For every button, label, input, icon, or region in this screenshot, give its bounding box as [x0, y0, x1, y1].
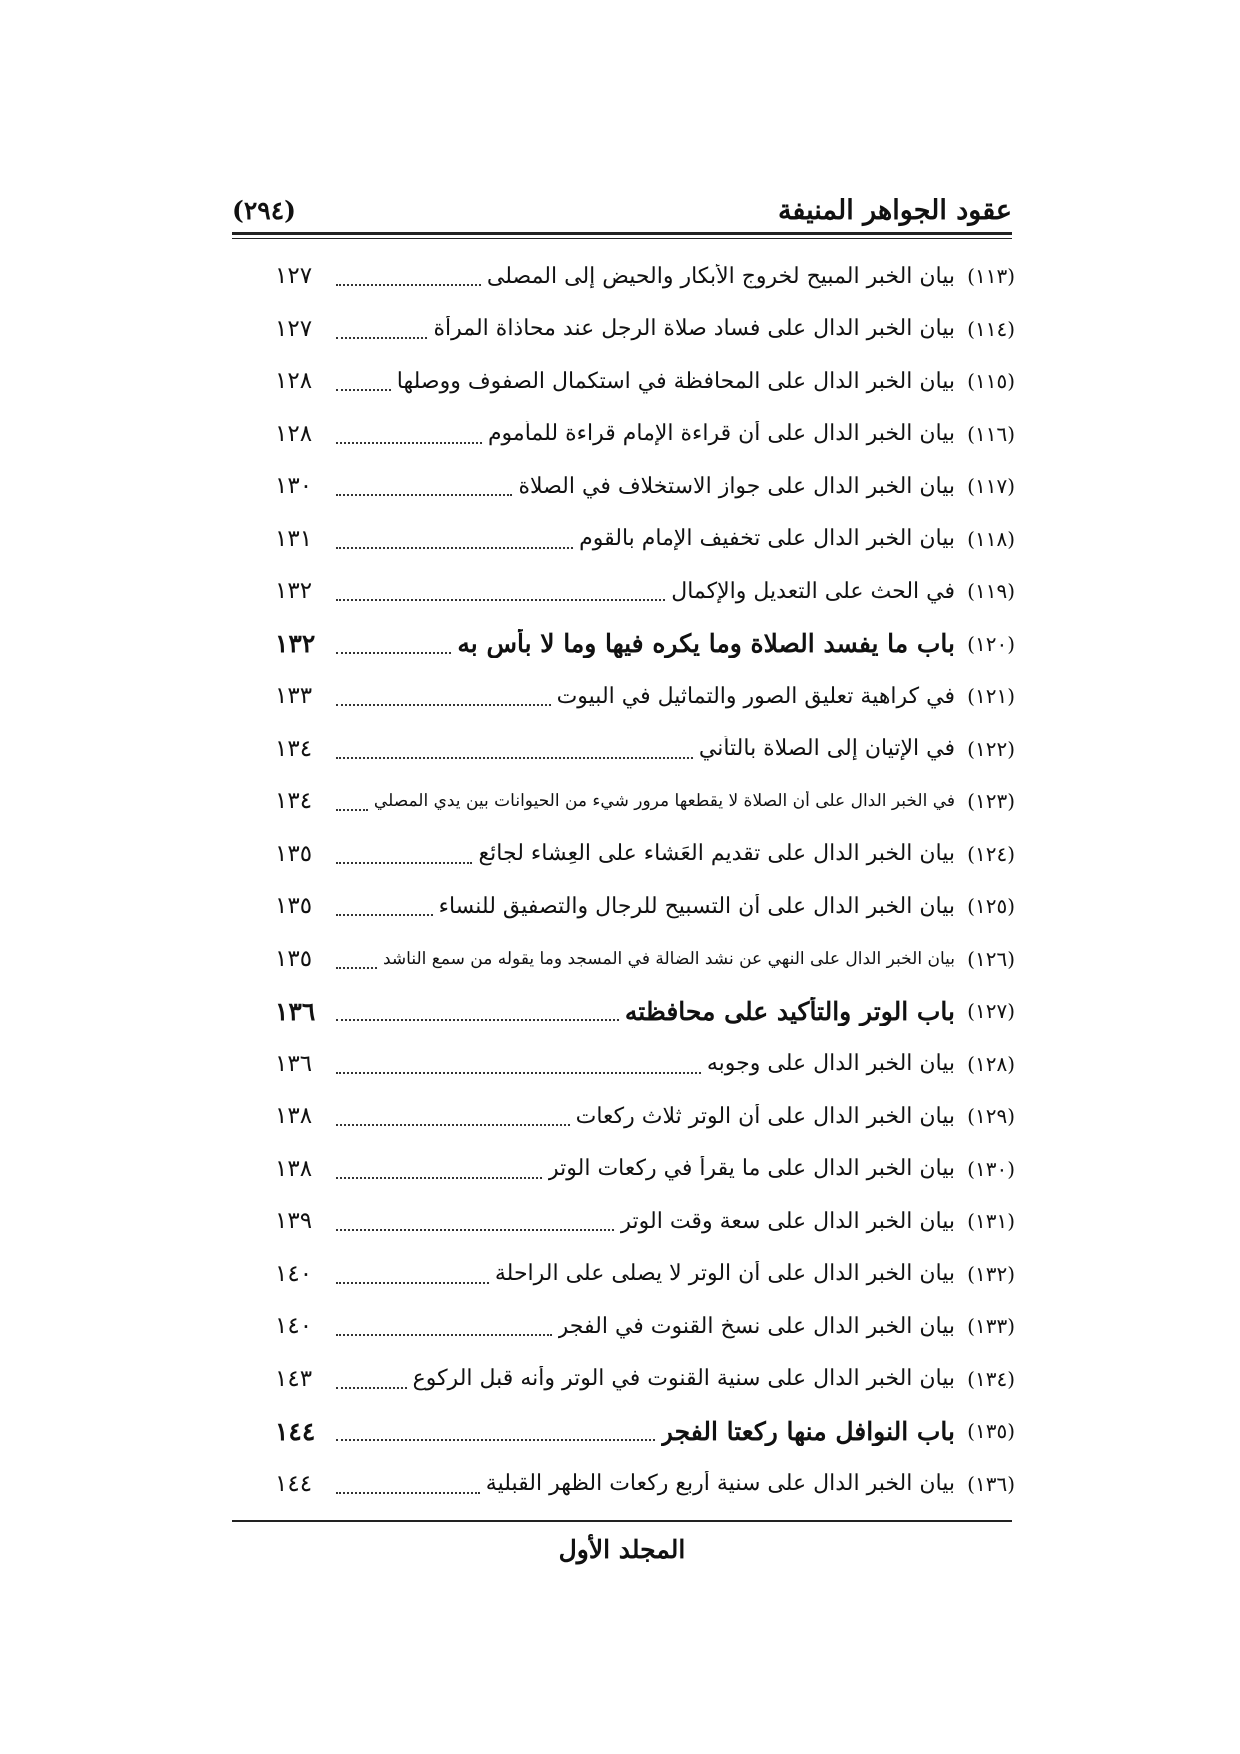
toc-entry	[275, 723, 1015, 776]
dot-leader	[336, 941, 377, 969]
toc-entry-title: بيان الخبر الدال على النهي عن نشد الضالة في المسجد وما يقوله من سمع الناشد	[382, 948, 955, 969]
toc-entry-number: (١١٨)	[967, 526, 1015, 551]
header-rule-thin	[232, 238, 1012, 239]
toc-entry	[275, 775, 1015, 828]
toc-entry-title: بيان الخبر الدال على فساد صلاة الرجل عند محاذاة المرأة	[433, 316, 955, 342]
toc-entry-title: في الإتيان إلى الصلاة بالتأني	[698, 736, 955, 762]
dot-leader	[336, 1413, 655, 1441]
dot-leader	[336, 888, 433, 916]
dot-leader	[336, 1203, 614, 1231]
toc-entry-title: بيان الخبر الدال على أن الوتر ثلاث ركعات	[575, 1103, 955, 1129]
toc-entry-title: بيان الخبر الدال على تقديم العَشاء على العِشاء لجائع	[478, 841, 955, 867]
toc-entry-title: بيان الخبر الدال على تخفيف الإمام بالقوم	[579, 526, 955, 552]
toc-entry-title: بيان الخبر المبيح لخروج الأبكار والحيض إلى المصلى	[486, 263, 955, 289]
toc-entry-title: بيان الخبر الدال على وجوبه	[706, 1051, 955, 1077]
dot-leader	[336, 836, 472, 864]
toc-entry-number: (١٢٠)	[967, 631, 1015, 656]
dot-leader	[336, 1256, 489, 1284]
toc-entry	[275, 1248, 1015, 1301]
toc-entry-title: بيان الخبر الدال على أن التسبيح للرجال والتصفيق للنساء	[438, 893, 955, 919]
toc-entry-title: بيان الخبر الدال على نسخ القنوت في الفجر	[557, 1313, 955, 1339]
toc-entry-number: (١٢١)	[967, 684, 1015, 709]
toc-entry-title: باب الوتر والتأكيد على محافظته	[624, 996, 955, 1026]
toc-entry-number: (١٢٢)	[967, 736, 1015, 761]
toc-entry-title: في الحث على التعديل والإكمال	[671, 578, 955, 604]
toc-entry-title: بيان الخبر الدال على سنية أربع ركعات الظهر القبلية	[485, 1471, 955, 1497]
toc-entry-number: (١٣٢)	[967, 1261, 1015, 1286]
toc-entry-title: باب النوافل منها ركعتا الفجر	[660, 1416, 955, 1446]
toc-entry-title: بيان الخبر الدال على ما يقرأ في ركعات الوتر	[548, 1156, 955, 1182]
toc-entry-number: (١٢٤)	[967, 841, 1015, 866]
dot-leader	[336, 468, 512, 496]
toc-entry	[275, 250, 1015, 303]
toc-entry-number: (١١٤)	[967, 316, 1015, 341]
page-number: (٢٩٤)	[232, 195, 296, 225]
dot-leader	[336, 626, 451, 654]
dot-leader	[336, 731, 693, 759]
toc-entry-number: (١١٦)	[967, 421, 1015, 446]
toc-entry-page: ١٣٩	[275, 1208, 313, 1235]
dot-leader	[336, 1151, 542, 1179]
toc-entry-number: (١٣٥)	[967, 1419, 1015, 1444]
dot-leader	[336, 416, 482, 444]
toc-entry-number: (١١٣)	[967, 264, 1015, 289]
dot-leader	[336, 1098, 570, 1126]
toc-entry-title: بيان الخبر الدال على جواز الاستخلاف في الصلاة	[518, 473, 955, 499]
toc-entry-number: (١١٧)	[967, 474, 1015, 499]
toc-entry-number: (١٢٨)	[967, 1051, 1015, 1076]
toc-entry	[275, 933, 1015, 986]
toc-entry	[275, 1405, 1015, 1458]
toc-entry-title: في الخبر الدال على أن الصلاة لا يقطعها مرور شيء من الحيوانات بين يدي المصلي	[373, 791, 955, 812]
toc-entry-number: (١٣٣)	[967, 1314, 1015, 1339]
toc-entry-page: ١٣٨	[275, 1103, 313, 1130]
dot-leader	[336, 1308, 552, 1336]
toc-entry-page: ١٣٢	[275, 629, 316, 659]
toc-entry-page: ١٣٠	[275, 473, 313, 500]
toc-entry	[275, 618, 1015, 671]
toc-entry-page: ١٣٤	[275, 735, 313, 762]
toc-entry	[275, 513, 1015, 566]
dot-leader	[336, 993, 619, 1021]
toc-entry-number: (١٣١)	[967, 1209, 1015, 1234]
toc-entry-number: (١٢٣)	[967, 789, 1015, 814]
toc-entry-page: ١٣٦	[275, 996, 316, 1026]
toc-entry	[275, 1458, 1015, 1511]
toc-entry-number: (١٢٩)	[967, 1104, 1015, 1129]
toc-entry	[275, 565, 1015, 618]
toc-entry	[275, 985, 1015, 1038]
footer-rule	[232, 1520, 1012, 1522]
toc-entry	[275, 1038, 1015, 1091]
toc-entry-page: ١٤٣	[275, 1365, 313, 1392]
toc-entry-page: ١٤٠	[275, 1260, 313, 1287]
toc-entry-page: ١٢٨	[275, 420, 313, 447]
toc-entry	[275, 1143, 1015, 1196]
table-of-contents	[275, 250, 1015, 1510]
toc-entry-page: ١٣٥	[275, 840, 313, 867]
toc-entry-page: ١٣٥	[275, 893, 313, 920]
toc-entry	[275, 1090, 1015, 1143]
toc-entry-number: (١٣٤)	[967, 1366, 1015, 1391]
toc-entry-page: ١٢٧	[275, 263, 313, 290]
dot-leader	[336, 1046, 701, 1074]
toc-entry	[275, 1195, 1015, 1248]
toc-entry-title: بيان الخبر الدال على سنية القنوت في الوتر وأنه قبل الركوع	[412, 1366, 955, 1392]
toc-entry-number: (١٢٧)	[967, 999, 1015, 1024]
dot-leader	[336, 1361, 407, 1389]
toc-entry-page: ١٤٤	[275, 1416, 316, 1446]
toc-entry-page: ١٤٤	[275, 1470, 313, 1497]
toc-entry-page: ١٣٤	[275, 788, 313, 815]
toc-entry-title: بيان الخبر الدال على المحافظة في استكمال الصفوف ووصلها	[396, 368, 955, 394]
toc-entry	[275, 408, 1015, 461]
toc-entry	[275, 303, 1015, 356]
toc-entry-number: (١١٥)	[967, 369, 1015, 394]
toc-entry-page: ١٢٨	[275, 368, 313, 395]
toc-entry-number: (١٣٠)	[967, 1156, 1015, 1181]
toc-entry-page: ١٤٠	[275, 1313, 313, 1340]
dot-leader	[336, 573, 665, 601]
dot-leader	[336, 783, 368, 811]
toc-entry-page: ١٣٣	[275, 683, 313, 710]
toc-entry-page: ١٣٢	[275, 578, 313, 605]
toc-entry-title: بيان الخبر الدال على أن الوتر لا يصلى على الراحلة	[494, 1261, 955, 1287]
dot-leader	[336, 521, 573, 549]
toc-entry-page: ١٣٨	[275, 1155, 313, 1182]
toc-entry-number: (١١٩)	[967, 579, 1015, 604]
toc-entry-number: (١٢٦)	[967, 946, 1015, 971]
toc-entry-title: بيان الخبر الدال على أن قراءة الإمام قراءة للمأموم	[487, 421, 955, 447]
book-title: عقود الجواهر المنيفة	[777, 194, 1012, 226]
volume-label: المجلد الأول	[558, 1535, 686, 1564]
toc-entry-number: (١٢٥)	[967, 894, 1015, 919]
toc-entry	[275, 880, 1015, 933]
toc-entry-page: ١٣٦	[275, 1050, 313, 1077]
dot-leader	[336, 258, 481, 286]
toc-entry-page: ١٣١	[275, 525, 313, 552]
toc-entry	[275, 828, 1015, 881]
toc-entry-title: باب ما يفسد الصلاة وما يكره فيها وما لا بأس به	[457, 629, 955, 659]
toc-entry-title: بيان الخبر الدال على سعة وقت الوتر	[620, 1208, 955, 1234]
toc-entry-page: ١٣٥	[275, 945, 313, 972]
toc-entry	[275, 460, 1015, 513]
page-header	[232, 185, 1012, 235]
header-rule	[232, 232, 1012, 235]
dot-leader	[336, 678, 551, 706]
toc-entry	[275, 670, 1015, 723]
toc-entry	[275, 355, 1015, 408]
toc-entry	[275, 1300, 1015, 1353]
toc-entry	[275, 1353, 1015, 1406]
toc-entry-page: ١٢٧	[275, 315, 313, 342]
dot-leader	[336, 363, 391, 391]
dot-leader	[336, 311, 427, 339]
toc-entry-title: في كراهية تعليق الصور والتماثيل في البيوت	[556, 683, 955, 709]
toc-entry-number: (١٣٦)	[967, 1471, 1015, 1496]
dot-leader	[336, 1466, 480, 1494]
